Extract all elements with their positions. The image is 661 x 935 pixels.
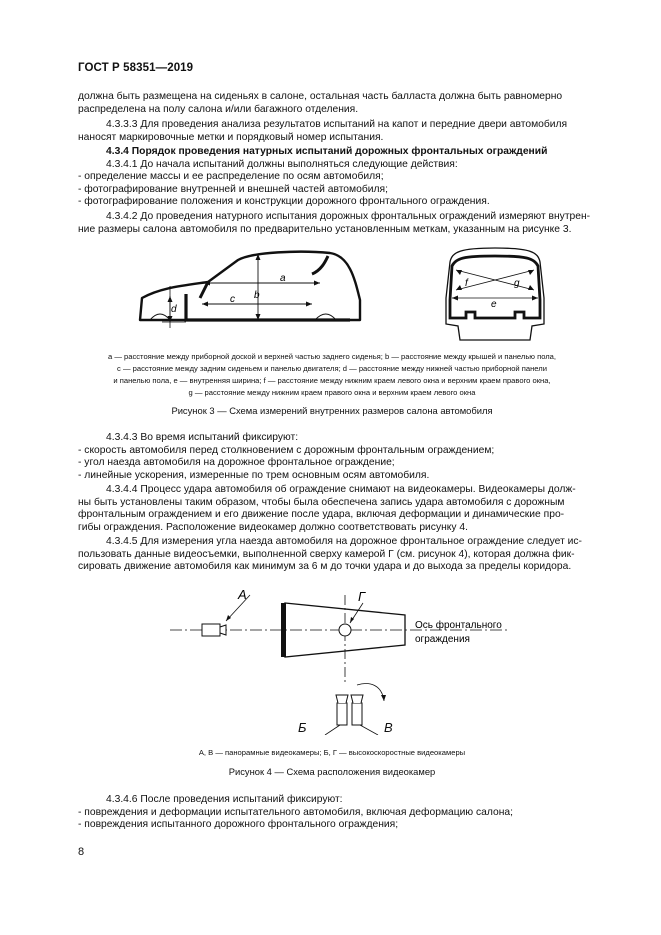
label-camera-b: Б <box>298 720 307 735</box>
paragraph-continuation: распределена на полу салона и/или багажного отделения. <box>78 103 359 115</box>
camera-g <box>339 624 351 636</box>
paragraph-4-3-4-1: 4.3.4.1 До начала испытаний должны выполняться следующие действия: <box>106 158 458 170</box>
paragraph-4-3-4-5: 4.3.4.5 Для измерения угла наезда автомобиля на дорожное фронтальное ограждение следует ис- <box>106 536 582 547</box>
label-camera-v: В <box>384 720 393 735</box>
paragraph-4-3-4-5: сировать движение автомобиля как минимум за 6 м до точки удара и до выхода за пределы коридора. <box>78 561 572 572</box>
paragraph-4-3-4-2: 4.3.4.2 До проведения натурного испытания дорожных фронтальных ограждений измеряют внутрен- <box>106 211 591 222</box>
paragraph-4-3-3-3: наносят маркировочные метки и порядковый номер испытания. <box>78 131 384 143</box>
paragraph-4-3-4-4: 4.3.4.4 Процесс удара автомобиля об ограждение снимают на видеокамеры. Видеокамеры долж- <box>106 484 576 495</box>
label-b: b <box>254 290 260 301</box>
figure-4-legend: А, В — панорамные видеокамеры; Б, Г — высокоскоростные видеокамеры <box>198 748 466 757</box>
list-item: - определение массы и ее распределение по осям автомобиля; <box>78 171 384 182</box>
figure-3-legend: a — расстояние между приборной доской и верхней частью заднего сиденья; b — расстояние между крышей и панелью пола, <box>107 352 557 361</box>
figure-3-legend: g — расстояние между нижним краем правого окна и верхним краем левого окна <box>188 388 476 397</box>
paragraph-4-3-4-4: гибы ограждения. Расположение видеокамер должно соответствовать рисунку 4. <box>78 521 468 533</box>
figure-4-diagram <box>160 585 540 735</box>
label-c: c <box>230 294 235 305</box>
camera-b <box>336 695 348 725</box>
label-f: f <box>465 278 468 289</box>
axis-label-2: ограждения <box>415 634 470 645</box>
figure-3-legend: c — расстояние между задним сиденьем и панелью двигателя; d — расстояние между нижней частью приборной панели <box>117 364 547 373</box>
camera-v <box>351 695 363 725</box>
car-cross-section-outline <box>446 248 544 340</box>
label-g: g <box>514 278 520 289</box>
document-header: ГОСТ Р 58351—2019 <box>78 62 194 74</box>
page-number: 8 <box>78 846 85 858</box>
paragraph-4-3-4-2: ние размеры салона автомобиля по предварительно установленным меткам, указанным на рисунке 3. <box>78 223 572 235</box>
axis-label-1: Ось фронтального <box>415 620 502 631</box>
list-item: - повреждения испытанного дорожного фронтального ограждения; <box>78 819 399 830</box>
paragraph-continuation: должна быть размещена на сиденьях в салоне, остальная часть балласта должна быть равномерно <box>78 91 563 102</box>
camera-a <box>202 624 226 636</box>
label-e: e <box>491 299 497 310</box>
list-item: - скорость автомобиля перед столкновением с дорожным фронтальным ограждением; <box>78 444 495 456</box>
label-camera-g: Г <box>358 589 366 604</box>
label-d: d <box>171 304 177 315</box>
section-heading-4-3-4: 4.3.4 Порядок проведения натурных испытаний дорожных фронтальных ограждений <box>106 146 548 157</box>
paragraph-4-3-4-3: 4.3.4.3 Во время испытаний фиксируют: <box>106 432 299 443</box>
figure-4-caption: Рисунок 4 — Схема расположения видеокамер <box>228 766 436 777</box>
list-item: - линейные ускорения, измеренные по трем основным осям автомобиля. <box>78 469 430 481</box>
barrier-face <box>281 603 286 657</box>
list-item: - угол наезда автомобиля на дорожное фронтальное ограждение; <box>78 457 395 468</box>
label-camera-a: А <box>238 587 247 602</box>
list-item: - повреждения и деформации испытательного автомобиля, включая деформацию салона; <box>78 806 513 818</box>
paragraph-4-3-3-3: 4.3.3.3 Для проведения анализа результатов испытаний на капот и передние двери автомобиля <box>106 119 568 130</box>
paragraph-4-3-4-6: 4.3.4.6 После проведения испытаний фиксируют: <box>106 794 343 805</box>
figure-3-legend: и панелью пола, e — внутренняя ширина; f — расстояние между нижним краем левого окна и верхним краем правого окна, <box>113 376 551 385</box>
paragraph-4-3-4-5: пользовать данные видеосъемки, выполненной сверху камерой Г (см. рисунок 4), которая должна фик- <box>78 548 575 560</box>
list-item: - фотографирование положения и конструкции дорожного фронтального ограждения. <box>78 196 490 207</box>
list-item: - фотографирование внутренней и внешней частей автомобиля; <box>78 183 388 195</box>
figure-3-diagram <box>130 240 550 352</box>
paragraph-4-3-4-4: ны быть установлены таким образом, чтобы была обеспечена запись удара автомобиля с дорожным <box>78 496 565 508</box>
figure-3-caption: Рисунок 3 — Схема измерений внутренних размеров салона автомобиля <box>171 405 493 416</box>
paragraph-4-3-4-4: фронтальным ограждением и его движение после удара, включая деформации и динамические про- <box>78 509 565 520</box>
label-a: a <box>280 273 286 284</box>
